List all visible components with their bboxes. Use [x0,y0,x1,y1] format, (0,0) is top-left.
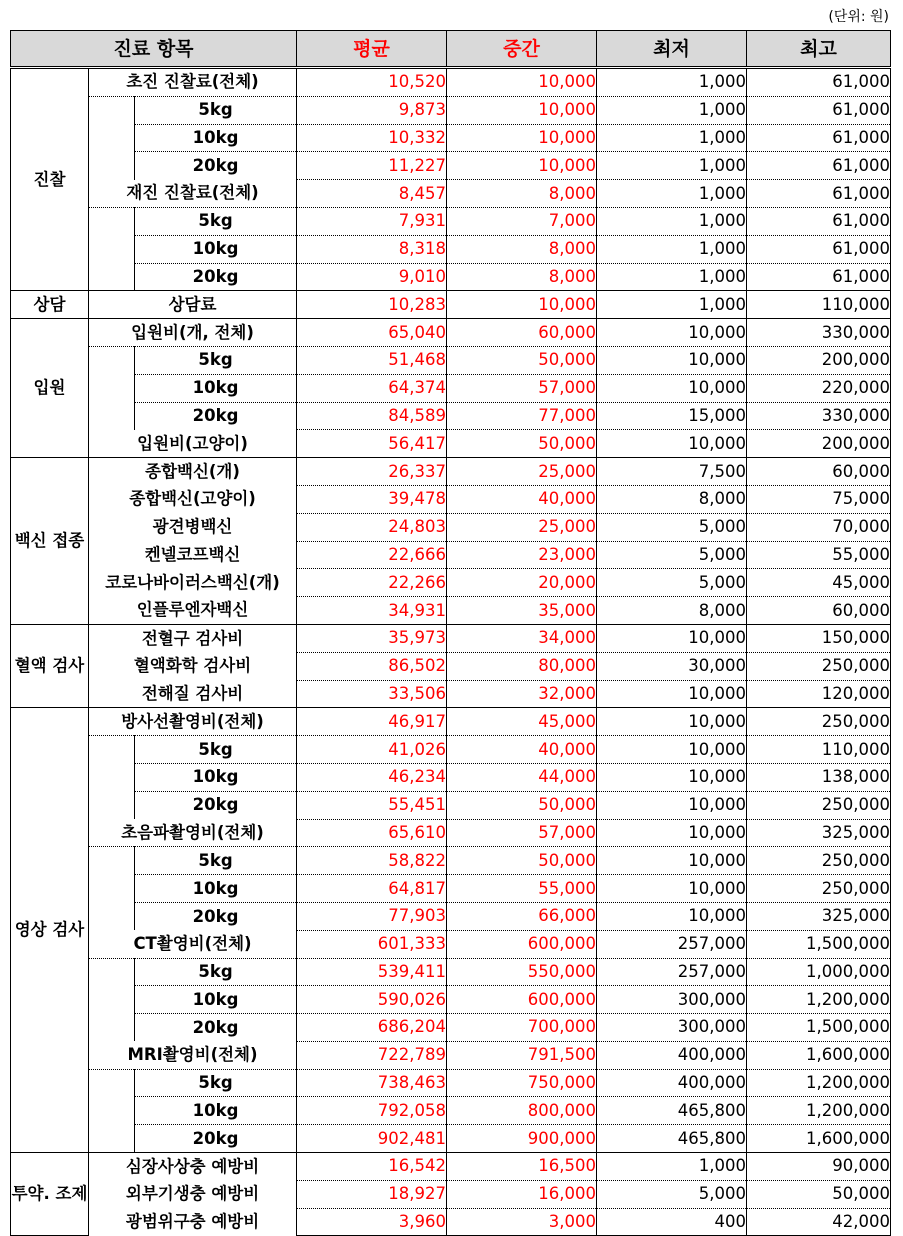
min-value: 5,000 [597,1180,747,1208]
avg-value: 539,411 [297,958,447,986]
item-label: 초음파촬영비(전체) [89,819,297,847]
median-value: 10,000 [447,96,597,124]
item-label: 입원비(개, 전체) [89,319,297,347]
median-value: 791,500 [447,1041,597,1069]
max-value: 200,000 [747,346,891,374]
indent-spacer [89,124,135,152]
indent-spacer [89,1014,135,1042]
min-value: 10,000 [597,708,747,736]
weight-label: 20kg [135,1125,297,1153]
table-row [11,1180,891,1208]
median-value: 700,000 [447,1014,597,1042]
max-value: 250,000 [747,708,891,736]
max-value: 1,200,000 [747,986,891,1014]
item-label: 외부기생충 예방비 [89,1180,297,1208]
avg-value: 686,204 [297,1014,447,1042]
min-value: 30,000 [597,652,747,680]
median-value: 57,000 [447,374,597,402]
avg-value: 77,903 [297,902,447,930]
median-value: 10,000 [447,124,597,152]
table-row [11,930,891,958]
table-row [11,1208,891,1236]
weight-label: 20kg [135,152,297,180]
max-value: 61,000 [747,263,891,291]
max-value: 250,000 [747,652,891,680]
max-value: 220,000 [747,374,891,402]
avg-value: 9,873 [297,96,447,124]
avg-value: 10,520 [297,68,447,97]
indent-spacer [89,96,135,124]
table-row [11,96,891,124]
item-label: 광범위구충 예방비 [89,1208,297,1236]
category-cell: 혈액 검사 [11,624,89,707]
max-value: 250,000 [747,847,891,875]
weight-label: 5kg [135,1069,297,1097]
min-value: 10,000 [597,847,747,875]
max-value: 61,000 [747,68,891,97]
avg-value: 18,927 [297,1180,447,1208]
median-value: 66,000 [447,902,597,930]
table-row [11,986,891,1014]
min-value: 1,000 [597,152,747,180]
max-value: 45,000 [747,569,891,597]
table-row [11,791,891,819]
weight-label: 10kg [135,235,297,263]
min-value: 1,000 [597,124,747,152]
max-value: 200,000 [747,430,891,458]
min-value: 1,000 [597,1153,747,1181]
avg-value: 46,234 [297,763,447,791]
header-avg: 평균 [297,31,447,68]
weight-label: 10kg [135,374,297,402]
table-row [11,902,891,930]
weight-label: 5kg [135,847,297,875]
table-row [11,152,891,180]
category-cell: 백신 접종 [11,458,89,625]
median-value: 57,000 [447,819,597,847]
max-value: 1,600,000 [747,1041,891,1069]
avg-value: 9,010 [297,263,447,291]
max-value: 60,000 [747,597,891,625]
unit-label: (단위: 원) [828,9,889,25]
max-value: 42,000 [747,1208,891,1236]
avg-value: 64,374 [297,374,447,402]
table-row [11,207,891,235]
median-value: 40,000 [447,736,597,764]
category-cell: 영상 검사 [11,708,89,1153]
median-value: 45,000 [447,708,597,736]
avg-value: 792,058 [297,1097,447,1125]
min-value: 8,000 [597,597,747,625]
min-value: 400,000 [597,1069,747,1097]
table-row [11,180,891,208]
median-value: 77,000 [447,402,597,430]
indent-spacer [89,847,135,875]
median-value: 3,000 [447,1208,597,1236]
item-label: 광견병백신 [89,513,297,541]
min-value: 1,000 [597,180,747,208]
avg-value: 41,026 [297,736,447,764]
table-row [11,1097,891,1125]
table-row [11,875,891,903]
category-cell: 상담 [11,291,89,319]
avg-value: 11,227 [297,152,447,180]
max-value: 325,000 [747,902,891,930]
item-label: 초진 진찰료(전체) [89,68,297,97]
table-row [11,1153,891,1181]
median-value: 600,000 [447,986,597,1014]
table-row [11,458,891,486]
max-value: 61,000 [747,180,891,208]
indent-spacer [89,902,135,930]
max-value: 75,000 [747,485,891,513]
table-row [11,430,891,458]
indent-spacer [89,263,135,291]
indent-spacer [89,875,135,903]
max-value: 90,000 [747,1153,891,1181]
max-value: 55,000 [747,541,891,569]
avg-value: 7,931 [297,207,447,235]
max-value: 1,500,000 [747,930,891,958]
item-label: 입원비(고양이) [89,430,297,458]
table-row [11,1069,891,1097]
weight-label: 20kg [135,902,297,930]
indent-spacer [89,346,135,374]
max-value: 110,000 [747,291,891,319]
min-value: 5,000 [597,541,747,569]
min-value: 10,000 [597,875,747,903]
avg-value: 55,451 [297,791,447,819]
weight-label: 20kg [135,1014,297,1042]
indent-spacer [89,958,135,986]
item-label: 재진 진찰료(전체) [89,180,297,208]
table-row [11,624,891,652]
avg-value: 65,610 [297,819,447,847]
header-median: 중간 [447,31,597,68]
indent-spacer [89,374,135,402]
avg-value: 902,481 [297,1125,447,1153]
avg-value: 65,040 [297,319,447,347]
table-row [11,263,891,291]
min-value: 8,000 [597,485,747,513]
min-value: 300,000 [597,986,747,1014]
median-value: 8,000 [447,180,597,208]
indent-spacer [89,235,135,263]
avg-value: 51,468 [297,346,447,374]
table-row [11,1125,891,1153]
median-value: 35,000 [447,597,597,625]
weight-label: 5kg [135,958,297,986]
min-value: 10,000 [597,374,747,402]
avg-value: 738,463 [297,1069,447,1097]
avg-value: 58,822 [297,847,447,875]
avg-value: 26,337 [297,458,447,486]
avg-value: 84,589 [297,402,447,430]
min-value: 400 [597,1208,747,1236]
weight-label: 5kg [135,736,297,764]
weight-label: 5kg [135,207,297,235]
min-value: 465,800 [597,1097,747,1125]
item-label: 인플루엔자백신 [89,597,297,625]
min-value: 10,000 [597,819,747,847]
min-value: 10,000 [597,736,747,764]
median-value: 800,000 [447,1097,597,1125]
min-value: 1,000 [597,207,747,235]
avg-value: 601,333 [297,930,447,958]
avg-value: 22,666 [297,541,447,569]
max-value: 61,000 [747,152,891,180]
median-value: 550,000 [447,958,597,986]
median-value: 80,000 [447,652,597,680]
avg-value: 46,917 [297,708,447,736]
table-row [11,569,891,597]
indent-spacer [89,402,135,430]
median-value: 60,000 [447,319,597,347]
median-value: 8,000 [447,235,597,263]
indent-spacer [89,763,135,791]
max-value: 1,500,000 [747,1014,891,1042]
max-value: 61,000 [747,235,891,263]
indent-spacer [89,152,135,180]
weight-label: 5kg [135,96,297,124]
avg-value: 16,542 [297,1153,447,1181]
median-value: 10,000 [447,291,597,319]
median-value: 34,000 [447,624,597,652]
table-body [11,68,891,1236]
table-row [11,736,891,764]
max-value: 61,000 [747,96,891,124]
table-row [11,541,891,569]
header-min: 최저 [597,31,747,68]
indent-spacer [89,1097,135,1125]
item-label: 전해질 검사비 [89,680,297,708]
max-value: 325,000 [747,819,891,847]
table-row [11,513,891,541]
category-cell: 입원 [11,319,89,458]
item-label: 방사선촬영비(전체) [89,708,297,736]
max-value: 1,200,000 [747,1097,891,1125]
max-value: 110,000 [747,736,891,764]
max-value: 330,000 [747,319,891,347]
table-row [11,319,891,347]
min-value: 10,000 [597,902,747,930]
max-value: 250,000 [747,791,891,819]
max-value: 1,200,000 [747,1069,891,1097]
max-value: 120,000 [747,680,891,708]
avg-value: 10,332 [297,124,447,152]
min-value: 5,000 [597,569,747,597]
median-value: 50,000 [447,430,597,458]
avg-value: 8,457 [297,180,447,208]
weight-label: 20kg [135,263,297,291]
max-value: 70,000 [747,513,891,541]
median-value: 25,000 [447,458,597,486]
category-cell: 투약. 조제 [11,1153,89,1236]
median-value: 10,000 [447,68,597,97]
median-value: 20,000 [447,569,597,597]
item-label: 심장사상충 예방비 [89,1153,297,1181]
table-row [11,1041,891,1069]
min-value: 10,000 [597,624,747,652]
avg-value: 22,266 [297,569,447,597]
indent-spacer [89,207,135,235]
table-row [11,708,891,736]
max-value: 1,600,000 [747,1125,891,1153]
avg-value: 35,973 [297,624,447,652]
weight-label: 10kg [135,124,297,152]
min-value: 10,000 [597,791,747,819]
weight-label: 20kg [135,402,297,430]
weight-label: 10kg [135,875,297,903]
median-value: 32,000 [447,680,597,708]
avg-value: 86,502 [297,652,447,680]
table-row [11,1014,891,1042]
table-row [11,652,891,680]
median-value: 900,000 [447,1125,597,1153]
max-value: 150,000 [747,624,891,652]
min-value: 1,000 [597,235,747,263]
table-row [11,597,891,625]
avg-value: 10,283 [297,291,447,319]
table-row [11,847,891,875]
indent-spacer [89,1069,135,1097]
min-value: 257,000 [597,930,747,958]
median-value: 50,000 [447,791,597,819]
item-label: 상담료 [89,291,297,319]
min-value: 465,800 [597,1125,747,1153]
min-value: 1,000 [597,68,747,97]
table-row [11,124,891,152]
min-value: 10,000 [597,430,747,458]
header-max: 최고 [747,31,891,68]
min-value: 10,000 [597,763,747,791]
max-value: 1,000,000 [747,958,891,986]
avg-value: 24,803 [297,513,447,541]
item-label: 종합백신(고양이) [89,485,297,513]
min-value: 10,000 [597,319,747,347]
max-value: 61,000 [747,124,891,152]
avg-value: 722,789 [297,1041,447,1069]
min-value: 400,000 [597,1041,747,1069]
median-value: 16,000 [447,1180,597,1208]
item-label: 혈액화학 검사비 [89,652,297,680]
median-value: 8,000 [447,263,597,291]
weight-label: 10kg [135,763,297,791]
min-value: 10,000 [597,346,747,374]
item-label: 종합백신(개) [89,458,297,486]
min-value: 15,000 [597,402,747,430]
median-value: 25,000 [447,513,597,541]
table-row [11,763,891,791]
table-row [11,374,891,402]
table-row [11,819,891,847]
median-value: 23,000 [447,541,597,569]
item-label: 켄넬코프백신 [89,541,297,569]
fee-table [10,30,891,1236]
table-row [11,485,891,513]
avg-value: 39,478 [297,485,447,513]
item-label: CT촬영비(전체) [89,930,297,958]
min-value: 1,000 [597,96,747,124]
median-value: 50,000 [447,847,597,875]
median-value: 16,500 [447,1153,597,1181]
table-row [11,680,891,708]
table-row [11,291,891,319]
median-value: 40,000 [447,485,597,513]
median-value: 44,000 [447,763,597,791]
table-row [11,346,891,374]
table-row [11,68,891,97]
min-value: 10,000 [597,680,747,708]
weight-label: 10kg [135,986,297,1014]
category-cell: 진찰 [11,68,89,291]
min-value: 7,500 [597,458,747,486]
min-value: 300,000 [597,1014,747,1042]
median-value: 50,000 [447,346,597,374]
avg-value: 590,026 [297,986,447,1014]
avg-value: 34,931 [297,597,447,625]
median-value: 600,000 [447,930,597,958]
avg-value: 8,318 [297,235,447,263]
item-label: MRI촬영비(전체) [89,1041,297,1069]
median-value: 10,000 [447,152,597,180]
weight-label: 10kg [135,1097,297,1125]
item-label: 코로나바이러스백신(개) [89,569,297,597]
avg-value: 64,817 [297,875,447,903]
indent-spacer [89,736,135,764]
indent-spacer [89,791,135,819]
min-value: 5,000 [597,513,747,541]
avg-value: 33,506 [297,680,447,708]
median-value: 55,000 [447,875,597,903]
avg-value: 3,960 [297,1208,447,1236]
median-value: 750,000 [447,1069,597,1097]
item-label: 전혈구 검사비 [89,624,297,652]
header-row [11,31,891,68]
max-value: 60,000 [747,458,891,486]
table-row [11,235,891,263]
max-value: 61,000 [747,207,891,235]
max-value: 138,000 [747,763,891,791]
indent-spacer [89,1125,135,1153]
median-value: 7,000 [447,207,597,235]
max-value: 50,000 [747,1180,891,1208]
weight-label: 5kg [135,346,297,374]
table-row [11,402,891,430]
header-item: 진료 항목 [11,31,297,68]
min-value: 257,000 [597,958,747,986]
avg-value: 56,417 [297,430,447,458]
weight-label: 20kg [135,791,297,819]
max-value: 330,000 [747,402,891,430]
max-value: 250,000 [747,875,891,903]
table-row [11,958,891,986]
min-value: 1,000 [597,291,747,319]
indent-spacer [89,986,135,1014]
min-value: 1,000 [597,263,747,291]
